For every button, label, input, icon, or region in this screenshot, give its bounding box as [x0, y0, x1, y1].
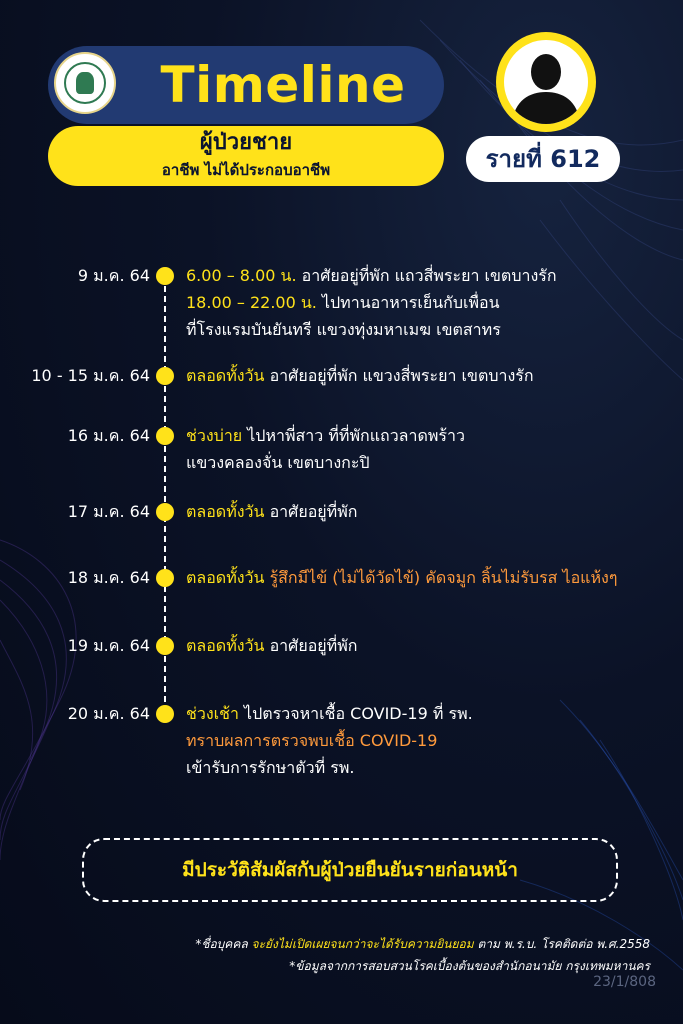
- timeline-text-segment: ช่วงบ่าย: [186, 426, 243, 445]
- case-number-badge: รายที่ 612: [466, 136, 620, 182]
- timeline-date: 10 - 15 ม.ค. 64: [31, 366, 150, 385]
- timeline-date: 9 ม.ค. 64: [77, 266, 150, 285]
- timeline-text-segment: อาศัยอยู่ที่พัก: [264, 502, 358, 521]
- timeline-entry-line: [186, 289, 676, 317]
- timeline-text-segment: 18.00 – 22.00 น.: [186, 293, 317, 312]
- timeline-dot: [156, 427, 174, 445]
- timeline-date: 20 ม.ค. 64: [67, 704, 150, 723]
- timeline-text-segment: รู้สึกมีไข้ (ไม่ได้วัดไข้) คัดจมูก ลิ้นไม่รับรส ไอแห้งๆ: [264, 568, 618, 587]
- timeline-text-segment: ที่โรงแรมบันยันทรี แขวงทุ่งมหาเมฆ เขตสาทร: [186, 320, 501, 339]
- footnote-segment: ตาม พ.ร.บ. โรคติดต่อ พ.ศ.2558: [473, 937, 650, 951]
- timeline-entry-line: [186, 498, 676, 526]
- footnote-source: *ข้อมูลจากการสอบสวนโรคเบื้องต้นของสำนักอนามัย กรุงเทพมหานคร: [289, 959, 650, 973]
- timeline-entry-line: [186, 632, 676, 660]
- timeline-text-segment: แขวงคลองจั่น เขตบางกะปิ: [186, 453, 370, 472]
- timeline-text-segment: เข้ารับการรักษาตัวที่ รพ.: [186, 758, 355, 777]
- timeline-text-segment: ไปหาพี่สาว ที่ที่พักแถวลาดพร้าว: [242, 426, 465, 445]
- timeline-dot: [156, 367, 174, 385]
- footnote-segment: จะยังไม่เปิดเผยจนกว่าจะได้รับความยินยอม: [251, 937, 474, 951]
- timeline-text-segment: 6.00 – 8.00 น.: [186, 266, 297, 285]
- timeline-text-segment: ตลอดทั้งวัน: [186, 502, 265, 521]
- timeline-entry-line: [186, 262, 676, 290]
- timeline-text-segment: อาศัยอยู่ที่พัก: [264, 636, 358, 655]
- footnote-segment: *ชื่อบุคคล: [195, 937, 252, 951]
- patient-info-box: [48, 126, 444, 186]
- timeline-entry-line: [186, 449, 676, 477]
- timeline-dot: [156, 569, 174, 587]
- timeline-text-segment: อาศัยอยู่ที่พัก แถวสี่พระยา เขตบางรัก: [296, 266, 557, 285]
- timeline-dot: [156, 705, 174, 723]
- avatar: [496, 32, 596, 132]
- timeline-entry-line: [186, 727, 676, 755]
- title-bar: [48, 46, 444, 124]
- bangkok-seal-icon: [54, 52, 116, 114]
- patient-occupation: อาชีพ ไม่ได้ประกอบอาชีพ: [161, 161, 331, 179]
- timeline-text-segment: ไปตรวจหาเชื้อ COVID-19 ที่ รพ.: [238, 704, 473, 723]
- timeline-dot: [156, 503, 174, 521]
- timeline-date: 16 ม.ค. 64: [67, 426, 150, 445]
- timeline-entry-line: [186, 362, 676, 390]
- timeline-text-segment: ไปทานอาหารเย็นกับเพื่อน: [316, 293, 500, 312]
- timeline-date: 17 ม.ค. 64: [67, 502, 150, 521]
- timeline-entry-line: [186, 700, 676, 728]
- timeline-text-segment: ตลอดทั้งวัน: [186, 636, 265, 655]
- timeline-entry-line: [186, 316, 676, 344]
- timeline-text-segment: อาศัยอยู่ที่พัก แขวงสี่พระยา เขตบางรัก: [264, 366, 534, 385]
- timeline-text-segment: ทราบผลการตรวจพบเชื้อ COVID-19: [186, 731, 438, 750]
- timeline-dot: [156, 637, 174, 655]
- timeline-entry-line: [186, 564, 676, 592]
- patient-gender: ผู้ป่วยชาย: [199, 130, 293, 155]
- timeline-date: 19 ม.ค. 64: [67, 636, 150, 655]
- page-title: Timeline: [160, 56, 406, 114]
- timeline-entry-line: [186, 754, 676, 782]
- document-code: 23/1/808: [593, 974, 656, 990]
- timeline-entry-line: [186, 422, 676, 450]
- contact-history-box: มีประวัติสัมผัสกับผู้ป่วยยืนยันรายก่อนหน้า: [82, 838, 618, 902]
- timeline-text-segment: ช่วงเช้า: [186, 704, 239, 723]
- person-silhouette-icon: [504, 40, 588, 124]
- footnote-consent: [0, 934, 650, 954]
- timeline-date: 18 ม.ค. 64: [67, 568, 150, 587]
- timeline-text-segment: ตลอดทั้งวัน: [186, 366, 265, 385]
- timeline-text-segment: ตลอดทั้งวัน: [186, 568, 265, 587]
- timeline-dot: [156, 267, 174, 285]
